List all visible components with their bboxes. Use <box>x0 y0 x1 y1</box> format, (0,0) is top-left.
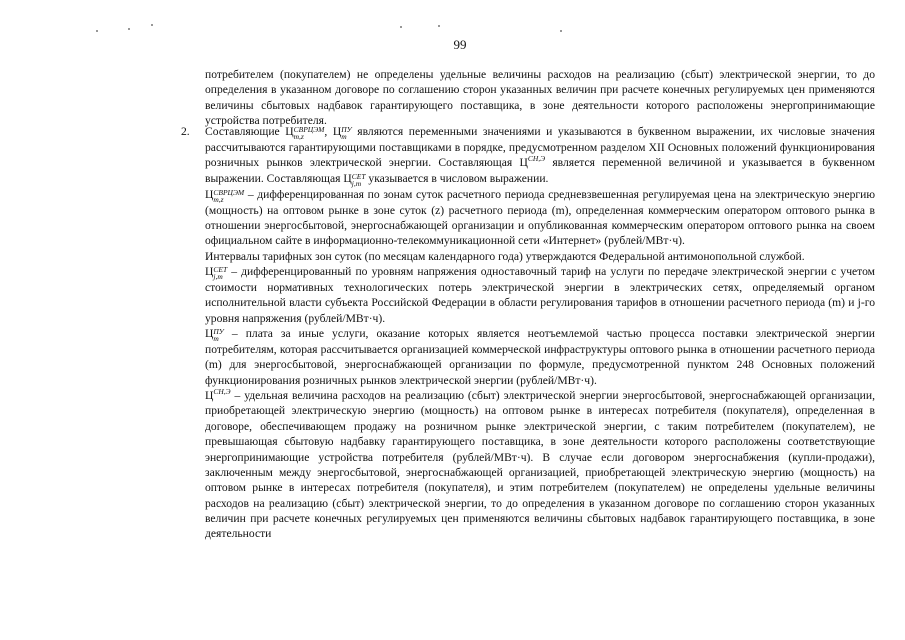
tariff-zones-note: Интервалы тарифных зон суток (по месяцам календарного года) утверждаются Федеральной антимонопольной службой. <box>205 249 805 263</box>
symbol-c-sne: $Ц^{СН,Э}$ <box>205 387 231 403</box>
list-item-2 <box>205 124 875 542</box>
symbol-c-pu: Ц ПУ m <box>332 125 352 141</box>
definition-set <box>205 264 875 326</box>
symbol-c-set: Ц СЕТ j,m <box>205 265 228 282</box>
symbol-c-sne: $Ц^{СН,Э}$ <box>519 154 546 170</box>
scan-speck <box>400 26 402 28</box>
intro-text-a: Составляющие <box>205 125 280 138</box>
scan-speck <box>96 30 98 32</box>
definition-pu <box>205 326 875 388</box>
definition-svrcem <box>205 187 875 249</box>
intro-text-d: указывается в числовом выражении. <box>368 171 549 185</box>
definition-svrcem-text: – дифференцированная по зонам суток расчетного периода средневзвешенная регулируемая цена на электрическую энергию (мощность) на оптовом рынке в зоне суток (z) расчетного периода (m), определенная коммерческим оператором оптового рынка в отношении энергосбытовой, энергоснабжающей организации и опубликованная коммерческим оператором оптового рынка на своем официальном сайте в информационно-телекоммуникационной сети «Интернет» (рублей/МВт·ч). <box>205 187 876 248</box>
page-number: 99 <box>453 37 467 52</box>
symbol-c-pu: Ц ПУ m <box>205 327 224 344</box>
symbol-c-svrcem: Ц СВРЦЭМ m,z <box>205 187 245 204</box>
definition-set-text: – дифференцированный по уровням напряжения одноставочный тариф на услуги по передаче электрической энергии с учетом стоимости нормативных технологических потерь электрической энергии в электрических сетях, определяемый органом исполнительной власти субъекта Российской Федерации в области регулирования тарифов в отношении расчетного периода (m) и j-го уровня напряжения (рублей/МВт·ч). <box>205 265 876 325</box>
scan-speck <box>438 25 440 27</box>
symbol-c-set: Ц СЕТ j,m <box>343 171 366 188</box>
intro-text-b: являются переменными значениями и указываются в буквенном выражении, их числовые значения рассчитываются гарантирующими поставщиками в порядке, предусмотренном разделом XII Основных положений функционирования розничных рынков электрической энергии. Составляющая <box>205 125 875 170</box>
scan-speck <box>128 28 130 30</box>
definition-sne <box>205 388 875 541</box>
scan-speck <box>151 24 153 26</box>
intro-text-c: является переменной величиной и указывается в буквенном выражении. Составляющая <box>205 156 875 185</box>
comma: , <box>324 125 328 138</box>
list-item-number: 2. <box>181 125 190 138</box>
continued-paragraph: потребителем (покупателем) не определены удельные величины расходов на реализацию (сбыт) электрической энергии, то до определения в указанном договоре по соглашению сторон указанных величин при расчете конечных регулируемых цен применяются величины сбытовых надбавок гарантирующего поставщика, в зоне деятельности которого расположены энергопринимающие устройства потребителя. <box>205 68 875 128</box>
definition-pu-text: – плата за иные услуги, оказание которых является неотъемлемой частью процесса поставки электрической энергии потребителям, которая рассчитывается организацией коммерческой инфраструктуры оптового рынка в отношении расчетного периода (m) для энергосбытовой, энергоснабжающей организации по формуле, предусмотренной пунктом 248 Основных положений функционирования розничных рынков электрической энергии (рублей/МВт·ч). <box>205 327 875 387</box>
scan-speck <box>560 30 562 32</box>
symbol-c-svrcem: Ц СВРЦЭМ m,z <box>285 125 325 141</box>
item-2-intro <box>205 124 875 187</box>
definition-sne-text: – удельная величина расходов на реализацию (сбыт) электрической энергии энергосбытовой, энергоснабжающей организации, приобретающей электрическую энергию (мощность) на оптовом рынке в интересах потребителя (покупателя), определенная в договоре, обеспечивающем продажу на розничном рынке электрической энергии, с таким потребителем (покупателем), не превышающая сбытовую надбавку гарантирующего поставщика, в зоне деятельности которого расположены соответствующие энергопринимающие устройства потребителя (рублей/МВт·ч). В случае если договором энергоснабжения (купли-продажи), заключенным между энергосбытовой, энергоснабжающей организацией, приобретающей электрическую энергию (мощность) на оптовом рынке в интересах потребителя (покупателя), и этим потребителем (покупателем) не определены удельные величины расходов на реализацию (сбыт) электрической энергии, то до определения в указанном договоре по соглашению сторон указанных величин при расчете конечных регулируемых цен применяются величины сбытовых надбавок гарантирующего поставщика, в зоне деятельности <box>205 389 875 541</box>
